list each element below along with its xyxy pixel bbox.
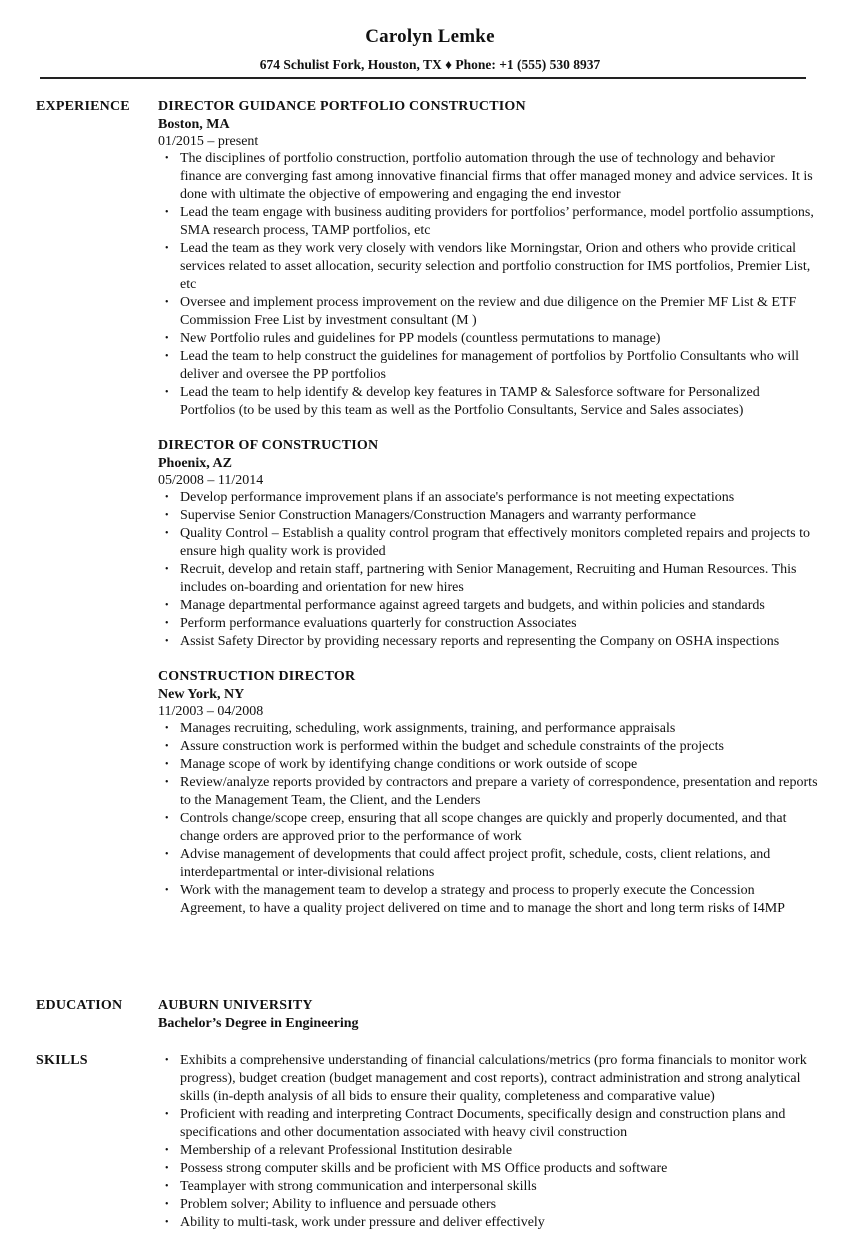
bullet-icon: • xyxy=(165,741,169,752)
bullet-icon: • xyxy=(165,528,169,539)
bullet-icon: • xyxy=(165,510,169,521)
bullet-icon: • xyxy=(165,243,169,254)
section-label-education: EDUCATION xyxy=(36,998,123,1013)
duty-item xyxy=(158,720,818,738)
bullet-icon: • xyxy=(165,777,169,788)
skills-list xyxy=(158,1052,818,1232)
bullet-icon: • xyxy=(165,1199,169,1210)
duty-text: Work with the management team to develop a strategy and process to properly execute the Concession Agreement, to have a quality project delivered on time and to manage the short and long term risks of I4MP xyxy=(180,883,785,916)
duty-item xyxy=(158,756,818,774)
duty-item xyxy=(158,597,818,615)
header-divider xyxy=(40,77,806,79)
duty-text: Lead the team as they work very closely with vendors like Morningstar, Orion and others who provide critical services related to asset allocation, security selection and portfolio construction for IMS portfolios, Premier List, etc xyxy=(180,241,811,292)
bullet-icon: • xyxy=(165,351,169,362)
skill-item xyxy=(158,1178,818,1196)
duty-text: Lead the team engage with business auditing providers for portfolios’ performance, model portfolio assumptions, SMA research process, TAMP portfolios, etc xyxy=(180,205,814,238)
duty-item xyxy=(158,507,818,525)
job-location: Phoenix, AZ xyxy=(158,456,232,471)
skill-text: Membership of a relevant Professional Institution desirable xyxy=(180,1143,513,1158)
duty-text: Lead the team to help identify & develop key features in TAMP & Salesforce software for Personalized Portfolios (to be used by this team as well as the Portfolio Consultants, Service and Sales associates) xyxy=(180,385,760,418)
bullet-icon: • xyxy=(165,387,169,398)
experience-list xyxy=(158,98,818,935)
bullet-icon: • xyxy=(165,297,169,308)
bullet-icon: • xyxy=(165,492,169,503)
duty-item xyxy=(158,882,818,918)
bullet-icon: • xyxy=(165,333,169,344)
education-entry xyxy=(158,997,818,1033)
bullet-icon: • xyxy=(165,636,169,647)
skill-item xyxy=(158,1196,818,1214)
duty-item xyxy=(158,774,818,810)
duty-item xyxy=(158,525,818,561)
bullet-icon: • xyxy=(165,813,169,824)
duty-text: Assist Safety Director by providing necessary reports and representing the Company on OSHA inspections xyxy=(180,634,780,649)
duty-text: Review/analyze reports provided by contractors and prepare a variety of correspondence, presentation and reports to the Management Team, the Client, and the Lenders xyxy=(180,775,818,808)
duty-text: Oversee and implement process improvement on the review and due diligence on the Premier MF List & ETF Commission Free List by investment consultant (M ) xyxy=(180,295,797,328)
bullet-icon: • xyxy=(165,153,169,164)
degree-name: Bachelor’s Degree in Engineering xyxy=(158,1016,359,1031)
duty-item xyxy=(158,561,818,597)
duty-text: Lead the team to help construct the guidelines for management of portfolios by Portfolio Consultants who will deliver and oversee the PP portfolios xyxy=(180,349,799,382)
job-title: DIRECTOR OF CONSTRUCTION xyxy=(158,438,379,453)
duty-text: Advise management of developments that could affect project profit, schedule, costs, client relations, and interdepartmental or inter-divisional relations xyxy=(180,847,771,880)
duty-item xyxy=(158,489,818,507)
job-location: Boston, MA xyxy=(158,117,230,132)
job-duties xyxy=(158,720,818,918)
job-location: New York, NY xyxy=(158,687,245,702)
bullet-icon: • xyxy=(165,1109,169,1120)
duty-item xyxy=(158,240,818,294)
duty-item xyxy=(158,204,818,240)
duty-text: Supervise Senior Construction Managers/Construction Managers and warranty performance xyxy=(180,508,696,523)
job-title: DIRECTOR GUIDANCE PORTFOLIO CONSTRUCTION xyxy=(158,99,526,114)
skill-item xyxy=(158,1142,818,1160)
duty-item xyxy=(158,633,818,651)
bullet-icon: • xyxy=(165,1145,169,1156)
duty-item xyxy=(158,330,818,348)
bullet-icon: • xyxy=(165,207,169,218)
skill-text: Proficient with reading and interpreting Contract Documents, specifically design and construction plans and specifications and other documentation associated with heavy civil construction xyxy=(180,1107,786,1140)
skill-text: Possess strong computer skills and be proficient with MS Office products and software xyxy=(180,1161,668,1176)
job-entry xyxy=(158,437,818,651)
duty-text: Manages recruiting, scheduling, work assignments, training, and performance appraisals xyxy=(180,721,676,736)
bullet-icon: • xyxy=(165,1163,169,1174)
skill-text: Ability to multi-task, work under pressure and deliver effectively xyxy=(180,1215,545,1230)
duty-item xyxy=(158,615,818,633)
skill-text: Teamplayer with strong communication and interpersonal skills xyxy=(180,1179,537,1194)
school-name: AUBURN UNIVERSITY xyxy=(158,998,313,1013)
job-dates: 01/2015 – present xyxy=(158,134,259,149)
bullet-icon: • xyxy=(165,618,169,629)
duty-item xyxy=(158,150,818,204)
duty-text: Develop performance improvement plans if an associate's performance is not meeting expectations xyxy=(180,490,735,505)
duty-text: Recruit, develop and retain staff, partnering with Senior Management, Recruiting and Human Resources. This includes on-boarding and orientation for new hires xyxy=(180,562,797,595)
duty-text: The disciplines of portfolio construction, portfolio automation through the use of technology and behavior finance are converging fast among innovative financial firms that offer managed money and advice services. It is done with ultimate the objective of empowering and engaging the end investor xyxy=(180,151,813,202)
duty-text: Perform performance evaluations quarterly for construction Associates xyxy=(180,616,577,631)
job-entry xyxy=(158,668,818,918)
duty-text: New Portfolio rules and guidelines for PP models (countless permutations to manage) xyxy=(180,331,661,346)
bullet-icon: • xyxy=(165,759,169,770)
duty-item xyxy=(158,846,818,882)
bullet-icon: • xyxy=(165,564,169,575)
duty-text: Controls change/scope creep, ensuring that all scope changes are quickly and properly documented, and that change orders are approved prior to the performance of work xyxy=(180,811,787,844)
bullet-icon: • xyxy=(165,723,169,734)
contact-line: 674 Schulist Fork, Houston, TX ♦ Phone: +1 (555) 530 8937 xyxy=(259,57,601,72)
bullet-icon: • xyxy=(165,1055,169,1066)
skill-item xyxy=(158,1052,818,1106)
skill-item xyxy=(158,1160,818,1178)
duty-item xyxy=(158,384,818,420)
job-title: CONSTRUCTION DIRECTOR xyxy=(158,669,356,684)
duty-item xyxy=(158,348,818,384)
skill-item xyxy=(158,1214,818,1232)
skill-item xyxy=(158,1106,818,1142)
bullet-icon: • xyxy=(165,1181,169,1192)
job-duties xyxy=(158,150,818,420)
job-duties xyxy=(158,489,818,651)
section-label-experience: EXPERIENCE xyxy=(36,99,130,114)
section-label-skills: SKILLS xyxy=(36,1053,88,1068)
skills-list-wrapper xyxy=(158,1052,818,1232)
bullet-icon: • xyxy=(165,885,169,896)
duty-text: Manage scope of work by identifying change conditions or work outside of scope xyxy=(180,757,638,772)
bullet-icon: • xyxy=(165,1217,169,1228)
job-dates: 11/2003 – 04/2008 xyxy=(158,704,264,719)
duty-text: Assure construction work is performed within the budget and schedule constraints of the projects xyxy=(180,739,724,754)
duty-item xyxy=(158,810,818,846)
duty-text: Quality Control – Establish a quality control program that effectively monitors completed repairs and projects to ensure high quality work is provided xyxy=(180,526,810,559)
skill-text: Exhibits a comprehensive understanding of financial calculations/metrics (pro forma financials to monitor work progress), budget creation (budget management and cost reports), contract administration and strong analytical skills (in-depth analysis of all bids to ensure their quality, completeness and comparative value) xyxy=(180,1053,807,1104)
job-dates: 05/2008 – 11/2014 xyxy=(158,473,264,488)
skill-text: Problem solver; Ability to influence and persuade others xyxy=(180,1197,497,1212)
duty-item xyxy=(158,738,818,756)
duty-item xyxy=(158,294,818,330)
bullet-icon: • xyxy=(165,849,169,860)
resume-header xyxy=(0,0,860,73)
duty-text: Manage departmental performance against agreed targets and budgets, and within policies and standards xyxy=(180,598,765,613)
job-entry xyxy=(158,98,818,420)
candidate-name: Carolyn Lemke xyxy=(365,26,495,47)
bullet-icon: • xyxy=(165,600,169,611)
